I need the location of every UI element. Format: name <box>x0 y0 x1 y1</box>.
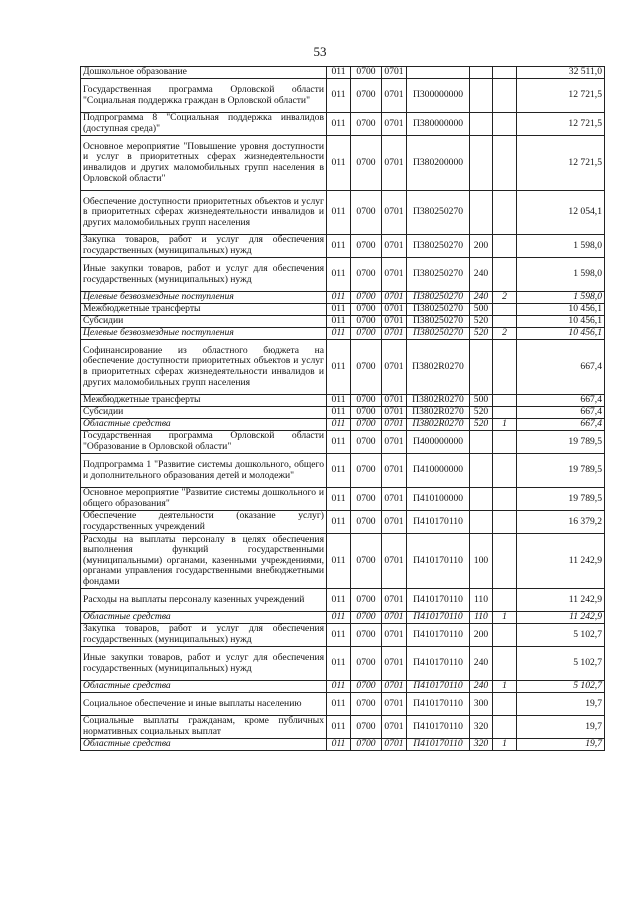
target-article: П380250270 <box>407 328 470 340</box>
row-name: Подпрограмма 1 "Развитие системы дошкольного, общего и дополнительного образования детей и молодежи" <box>81 454 327 488</box>
admin-code: 011 <box>327 235 351 258</box>
table-row <box>81 739 605 751</box>
section-code: 0700 <box>351 511 382 534</box>
admin-code: 011 <box>327 647 351 681</box>
funding-source <box>493 647 517 681</box>
expense-type: 300 <box>470 693 493 716</box>
subsection-code: 0701 <box>382 431 407 454</box>
funding-source <box>493 488 517 511</box>
expense-type: 500 <box>470 395 493 407</box>
admin-code: 011 <box>327 79 351 113</box>
amount: 12 721,5 <box>517 79 605 113</box>
row-name: Областные средства <box>81 739 327 751</box>
subsection-code: 0701 <box>382 534 407 589</box>
amount: 667,4 <box>517 340 605 395</box>
amount: 19,7 <box>517 693 605 716</box>
subsection-code: 0701 <box>382 488 407 511</box>
row-name: Обеспечение доступности приоритетных объектов и услуг в приоритетных сферах жизнедеятельности инвалидов и других маломобильных групп населения <box>81 191 327 235</box>
row-name: Областные средства <box>81 681 327 693</box>
funding-source <box>493 191 517 235</box>
target-article: П380250270 <box>407 235 470 258</box>
row-name: Государственная программа Орловской области "Социальная поддержка граждан в Орловской области" <box>81 79 327 113</box>
funding-source <box>493 624 517 647</box>
admin-code: 011 <box>327 395 351 407</box>
section-code: 0700 <box>351 716 382 739</box>
amount: 1 598,0 <box>517 258 605 292</box>
section-code: 0700 <box>351 624 382 647</box>
section-code: 0700 <box>351 739 382 751</box>
admin-code: 011 <box>327 419 351 431</box>
section-code: 0700 <box>351 681 382 693</box>
admin-code: 011 <box>327 681 351 693</box>
funding-source: 1 <box>493 612 517 624</box>
funding-source <box>493 395 517 407</box>
funding-source: 2 <box>493 292 517 304</box>
funding-source <box>493 534 517 589</box>
section-code: 0700 <box>351 431 382 454</box>
section-code: 0700 <box>351 589 382 612</box>
admin-code: 011 <box>327 739 351 751</box>
row-name: Дошкольное образование <box>81 67 327 79</box>
target-article: П300000000 <box>407 79 470 113</box>
admin-code: 011 <box>327 511 351 534</box>
row-name: Межбюджетные трансферты <box>81 304 327 316</box>
section-code: 0700 <box>351 534 382 589</box>
section-code: 0700 <box>351 258 382 292</box>
section-code: 0700 <box>351 67 382 79</box>
target-article: П410170110 <box>407 589 470 612</box>
amount: 12 721,5 <box>517 113 605 136</box>
admin-code: 011 <box>327 67 351 79</box>
table-row <box>81 716 605 739</box>
funding-source <box>493 316 517 328</box>
amount: 19,7 <box>517 739 605 751</box>
admin-code: 011 <box>327 136 351 191</box>
funding-source: 2 <box>493 328 517 340</box>
funding-source <box>493 79 517 113</box>
amount: 5 102,7 <box>517 647 605 681</box>
amount: 1 598,0 <box>517 235 605 258</box>
row-name: Целевые безвозмездные поступления <box>81 328 327 340</box>
admin-code: 011 <box>327 431 351 454</box>
row-name: Областные средства <box>81 612 327 624</box>
funding-source <box>493 589 517 612</box>
table-body <box>81 67 605 751</box>
table-row <box>81 419 605 431</box>
admin-code: 011 <box>327 534 351 589</box>
expense-type: 200 <box>470 235 493 258</box>
funding-source <box>493 716 517 739</box>
amount: 5 102,7 <box>517 624 605 647</box>
table-row <box>81 316 605 328</box>
section-code: 0700 <box>351 693 382 716</box>
section-code: 0700 <box>351 454 382 488</box>
target-article: П410170110 <box>407 693 470 716</box>
target-article: П380250270 <box>407 258 470 292</box>
section-code: 0700 <box>351 79 382 113</box>
admin-code: 011 <box>327 612 351 624</box>
subsection-code: 0701 <box>382 511 407 534</box>
row-name: Закупка товаров, работ и услуг для обеспечения государственных (муниципальных) нужд <box>81 624 327 647</box>
subsection-code: 0701 <box>382 316 407 328</box>
expense-type: 320 <box>470 739 493 751</box>
amount: 12 721,5 <box>517 136 605 191</box>
admin-code: 011 <box>327 340 351 395</box>
row-name: Подпрограмма 8 "Социальная поддержка инвалидов (доступная среда)" <box>81 113 327 136</box>
section-code: 0700 <box>351 328 382 340</box>
subsection-code: 0701 <box>382 589 407 612</box>
table-row <box>81 407 605 419</box>
admin-code: 011 <box>327 258 351 292</box>
target-article: П410170110 <box>407 612 470 624</box>
subsection-code: 0701 <box>382 191 407 235</box>
target-article: П400000000 <box>407 431 470 454</box>
table-row <box>81 511 605 534</box>
target-article: П380200000 <box>407 136 470 191</box>
expense-type: 110 <box>470 612 493 624</box>
table-row <box>81 328 605 340</box>
table-row <box>81 340 605 395</box>
target-article: П410170110 <box>407 716 470 739</box>
expense-type: 520 <box>470 316 493 328</box>
table-row <box>81 681 605 693</box>
subsection-code: 0701 <box>382 235 407 258</box>
subsection-code: 0701 <box>382 739 407 751</box>
expense-type <box>470 113 493 136</box>
row-name: Обеспечение деятельности (оказание услуг) государственных учреждений <box>81 511 327 534</box>
expense-type <box>470 191 493 235</box>
expense-type <box>470 488 493 511</box>
section-code: 0700 <box>351 292 382 304</box>
funding-source <box>493 511 517 534</box>
section-code: 0700 <box>351 488 382 511</box>
section-code: 0700 <box>351 395 382 407</box>
table-row <box>81 647 605 681</box>
funding-source <box>493 136 517 191</box>
admin-code: 011 <box>327 693 351 716</box>
subsection-code: 0701 <box>382 624 407 647</box>
funding-source <box>493 113 517 136</box>
table-row <box>81 624 605 647</box>
table-row <box>81 612 605 624</box>
table-row <box>81 79 605 113</box>
table-row <box>81 534 605 589</box>
amount: 19,7 <box>517 716 605 739</box>
subsection-code: 0701 <box>382 292 407 304</box>
funding-source <box>493 235 517 258</box>
row-name: Иные закупки товаров, работ и услуг для обеспечения государственных (муниципальных) нужд <box>81 647 327 681</box>
expense-type <box>470 136 493 191</box>
funding-source: 1 <box>493 681 517 693</box>
admin-code: 011 <box>327 191 351 235</box>
subsection-code: 0701 <box>382 258 407 292</box>
table-row <box>81 693 605 716</box>
subsection-code: 0701 <box>382 136 407 191</box>
row-name: Государственная программа Орловской области "Образование в Орловской области" <box>81 431 327 454</box>
amount: 16 379,2 <box>517 511 605 534</box>
section-code: 0700 <box>351 136 382 191</box>
target-article: П380250270 <box>407 304 470 316</box>
admin-code: 011 <box>327 624 351 647</box>
section-code: 0700 <box>351 304 382 316</box>
admin-code: 011 <box>327 292 351 304</box>
subsection-code: 0701 <box>382 647 407 681</box>
subsection-code: 0701 <box>382 304 407 316</box>
section-code: 0700 <box>351 612 382 624</box>
subsection-code: 0701 <box>382 693 407 716</box>
admin-code: 011 <box>327 454 351 488</box>
admin-code: 011 <box>327 589 351 612</box>
row-name: Субсидии <box>81 407 327 419</box>
expense-type: 240 <box>470 647 493 681</box>
amount: 19 789,5 <box>517 431 605 454</box>
target-article: П380250270 <box>407 191 470 235</box>
table-row <box>81 431 605 454</box>
funding-source: 1 <box>493 739 517 751</box>
subsection-code: 0701 <box>382 340 407 395</box>
amount: 11 242,9 <box>517 612 605 624</box>
table-row <box>81 589 605 612</box>
row-name: Основное мероприятие "Повышение уровня доступности и услуг в приоритетных сферах жизнедеятельности инвалидов и других маломобильных групп населения в Орловской области" <box>81 136 327 191</box>
admin-code: 011 <box>327 113 351 136</box>
amount: 667,4 <box>517 407 605 419</box>
amount: 667,4 <box>517 395 605 407</box>
expense-type <box>470 454 493 488</box>
target-article: П380250270 <box>407 292 470 304</box>
expense-type: 240 <box>470 292 493 304</box>
subsection-code: 0701 <box>382 79 407 113</box>
subsection-code: 0701 <box>382 454 407 488</box>
amount: 19 789,5 <box>517 488 605 511</box>
table-row <box>81 304 605 316</box>
subsection-code: 0701 <box>382 612 407 624</box>
table-row <box>81 136 605 191</box>
amount: 10 456,1 <box>517 328 605 340</box>
page-number: 53 <box>313 44 327 59</box>
budget-table <box>80 66 605 751</box>
expense-type: 100 <box>470 534 493 589</box>
funding-source <box>493 431 517 454</box>
expense-type <box>470 79 493 113</box>
amount: 32 511,0 <box>517 67 605 79</box>
target-article: П410170110 <box>407 534 470 589</box>
expense-type <box>470 511 493 534</box>
funding-source <box>493 407 517 419</box>
funding-source <box>493 304 517 316</box>
row-name: Социальные выплаты гражданам, кроме публичных нормативных социальных выплат <box>81 716 327 739</box>
section-code: 0700 <box>351 407 382 419</box>
target-article: П3802R0270 <box>407 395 470 407</box>
table-row <box>81 67 605 79</box>
row-name: Социальное обеспечение и иные выплаты населению <box>81 693 327 716</box>
funding-source <box>493 67 517 79</box>
table-row <box>81 113 605 136</box>
target-article: П410170110 <box>407 624 470 647</box>
subsection-code: 0701 <box>382 681 407 693</box>
subsection-code: 0701 <box>382 328 407 340</box>
table-row <box>81 292 605 304</box>
expense-type: 320 <box>470 716 493 739</box>
section-code: 0700 <box>351 113 382 136</box>
target-article: П3802R0270 <box>407 340 470 395</box>
subsection-code: 0701 <box>382 407 407 419</box>
section-code: 0700 <box>351 235 382 258</box>
expense-type: 520 <box>470 407 493 419</box>
expense-type: 500 <box>470 304 493 316</box>
row-name: Расходы на выплаты персоналу в целях обеспечения выполнения функций государственными (муниципальными) органами, казенными учреждениями, органами управления государственными внебюджетными фондами <box>81 534 327 589</box>
target-article: П410170110 <box>407 681 470 693</box>
expense-type <box>470 431 493 454</box>
amount: 12 054,1 <box>517 191 605 235</box>
admin-code: 011 <box>327 716 351 739</box>
amount: 10 456,1 <box>517 304 605 316</box>
target-article <box>407 67 470 79</box>
amount: 5 102,7 <box>517 681 605 693</box>
admin-code: 011 <box>327 304 351 316</box>
section-code: 0700 <box>351 647 382 681</box>
row-name: Софинансирование из областного бюджета на обеспечение доступности приоритетных объектов и услуг в приоритетных сферах жизнедеятельности инвалидов и других маломобильных групп населения <box>81 340 327 395</box>
target-article: П3802R0270 <box>407 407 470 419</box>
expense-type: 240 <box>470 681 493 693</box>
funding-source <box>493 258 517 292</box>
admin-code: 011 <box>327 488 351 511</box>
expense-type <box>470 67 493 79</box>
funding-source: 1 <box>493 419 517 431</box>
row-name: Расходы на выплаты персоналу казенных учреждений <box>81 589 327 612</box>
section-code: 0700 <box>351 316 382 328</box>
subsection-code: 0701 <box>382 113 407 136</box>
expense-type: 520 <box>470 419 493 431</box>
expense-type: 200 <box>470 624 493 647</box>
row-name: Областные средства <box>81 419 327 431</box>
table-row <box>81 258 605 292</box>
target-article: П410170110 <box>407 647 470 681</box>
amount: 11 242,9 <box>517 589 605 612</box>
target-article: П410170110 <box>407 739 470 751</box>
row-name: Целевые безвозмездные поступления <box>81 292 327 304</box>
row-name: Иные закупки товаров, работ и услуг для обеспечения государственных (муниципальных) нужд <box>81 258 327 292</box>
row-name: Субсидии <box>81 316 327 328</box>
target-article: П380250270 <box>407 316 470 328</box>
target-article: П380000000 <box>407 113 470 136</box>
expense-type: 520 <box>470 328 493 340</box>
table-row <box>81 488 605 511</box>
section-code: 0700 <box>351 191 382 235</box>
funding-source <box>493 693 517 716</box>
target-article: П410000000 <box>407 454 470 488</box>
expense-type: 110 <box>470 589 493 612</box>
admin-code: 011 <box>327 407 351 419</box>
section-code: 0700 <box>351 419 382 431</box>
funding-source <box>493 454 517 488</box>
table-row <box>81 235 605 258</box>
admin-code: 011 <box>327 316 351 328</box>
amount: 19 789,5 <box>517 454 605 488</box>
table-row <box>81 191 605 235</box>
target-article: П410100000 <box>407 488 470 511</box>
funding-source <box>493 340 517 395</box>
amount: 11 242,9 <box>517 534 605 589</box>
row-name: Основное мероприятие "Развитие системы дошкольного и общего образования" <box>81 488 327 511</box>
amount: 1 598,0 <box>517 292 605 304</box>
expense-type <box>470 340 493 395</box>
table-row <box>81 395 605 407</box>
amount: 667,4 <box>517 419 605 431</box>
subsection-code: 0701 <box>382 67 407 79</box>
target-article: П410170110 <box>407 511 470 534</box>
section-code: 0700 <box>351 340 382 395</box>
admin-code: 011 <box>327 328 351 340</box>
subsection-code: 0701 <box>382 419 407 431</box>
subsection-code: 0701 <box>382 716 407 739</box>
subsection-code: 0701 <box>382 395 407 407</box>
row-name: Закупка товаров, работ и услуг для обеспечения государственных (муниципальных) нужд <box>81 235 327 258</box>
table-row <box>81 454 605 488</box>
amount: 10 456,1 <box>517 316 605 328</box>
row-name: Межбюджетные трансферты <box>81 395 327 407</box>
expense-type: 240 <box>470 258 493 292</box>
target-article: П3802R0270 <box>407 419 470 431</box>
